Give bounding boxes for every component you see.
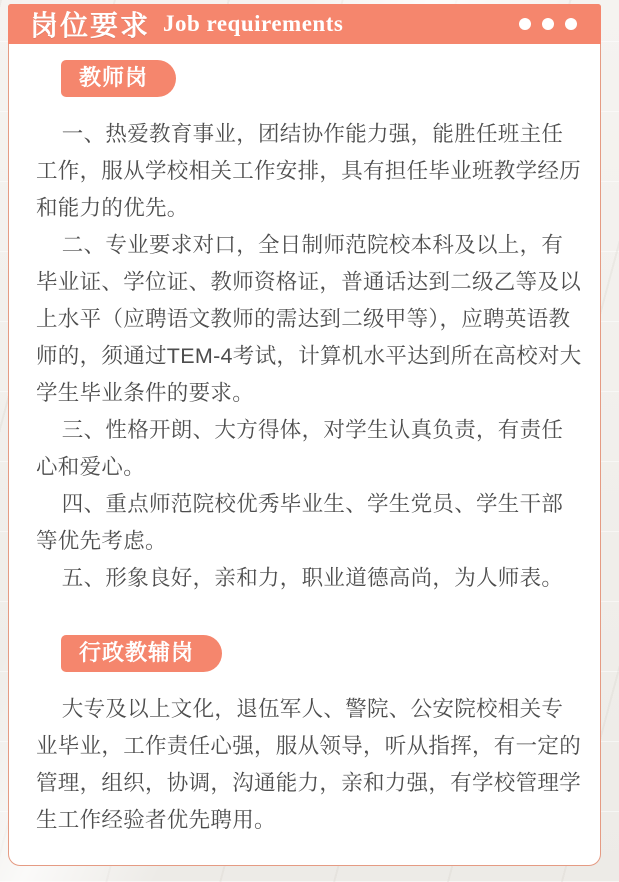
teacher-requirement-3: 三、性格开朗、大方得体，对学生认真负责，有责任心和爱心。 xyxy=(36,418,564,479)
header-title-en: Job requirements xyxy=(163,11,344,36)
dot-icon xyxy=(542,18,554,30)
admin-requirement-1: 大专及以上文化，退伍军人、警院、公安院校相关专业毕业，工作责任心强，服从领导，听从指挥，有一定的管理，组织，协调，沟通能力，亲和力强，有学校管理学生工作经验者优先聘用。 xyxy=(36,697,582,832)
teacher-requirement-2: 二、专业要求对口，全日制师范院校本科及以上，有毕业证、学位证、教师资格证，普通话达到二级乙等及以上水平（应聘语文教师的需达到二级甲等），应聘英语教师的，须通过TEM-4考试，计算机水平达到所在高校对大学生毕业条件的要求。 xyxy=(36,233,582,405)
card-content xyxy=(9,44,600,839)
teacher-requirement-5: 五、形象良好，亲和力，职业道德高尚，为人师表。 xyxy=(61,566,564,590)
job-requirements-card xyxy=(8,4,601,866)
card-header xyxy=(8,4,601,44)
dot-icon xyxy=(519,18,531,30)
admin-support-post-badge: 行政教辅岗 xyxy=(61,635,222,672)
teacher-post-badge: 教师岗 xyxy=(61,60,176,97)
teacher-requirement-1: 一、热爱教育事业，团结协作能力强，能胜任班主任工作，服从学校相关工作安排，具有担任毕业班教学经历和能力的优先。 xyxy=(36,122,582,220)
header-title-cn: 岗位要求 xyxy=(30,10,151,41)
dot-icon xyxy=(565,18,577,30)
three-dots-icon xyxy=(519,18,577,30)
teacher-requirement-4: 四、重点师范院校优秀毕业生、学生党员、学生干部等优先考虑。 xyxy=(36,492,564,553)
